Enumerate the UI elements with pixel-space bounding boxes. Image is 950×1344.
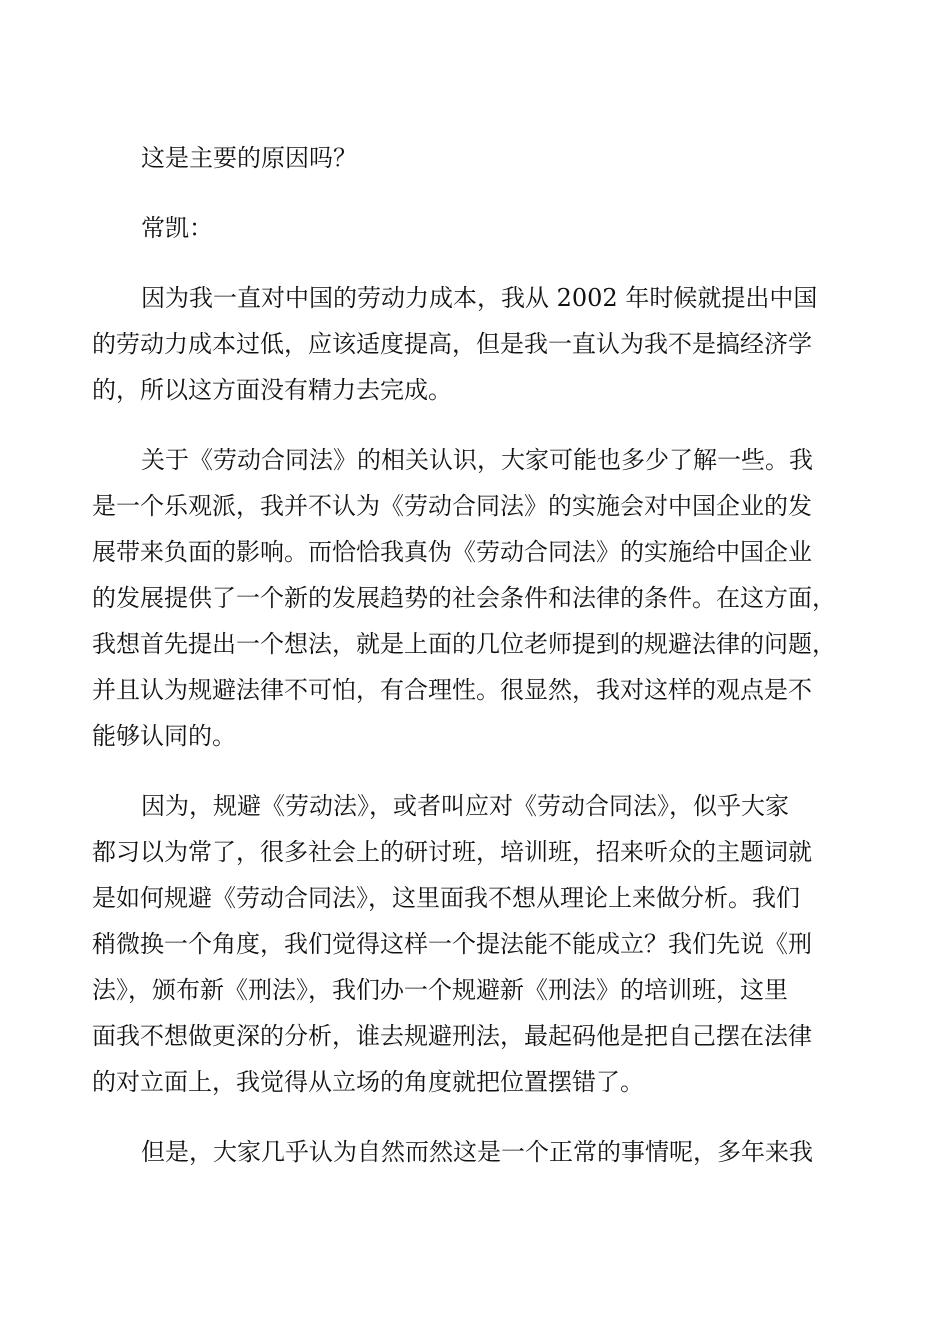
text-line: 因为我一直对中国的劳动力成本，我从 2002 年时候就提出中国 xyxy=(141,284,818,312)
text-line: 都习以为常了，很多社会上的研讨班，培训班，招来听众的主题词就 xyxy=(92,838,812,866)
text-line: 我想首先提出一个想法，就是上面的几位老师提到的规避法律的问题， xyxy=(92,630,836,658)
text-line: 面我不想做更深的分析，谁去规避刑法，最起码他是把自己摆在法律 xyxy=(92,1022,812,1050)
text-line: 因为，规避《劳动法》，或者叫应对《劳动合同法》，似乎大家 xyxy=(141,792,789,820)
document-body xyxy=(92,135,862,1199)
paragraph-contract-law xyxy=(92,437,862,759)
text-line: 稍微换一个角度，我们觉得这样一个提法能不能成立？我们先说《刑 xyxy=(92,930,812,958)
text-line: 的对立面上，我觉得从立场的角度就把位置摆错了。 xyxy=(92,1068,644,1096)
paragraph-question xyxy=(92,135,862,181)
text-line: 是一个乐观派，我并不认为《劳动合同法》的实施会对中国企业的发 xyxy=(92,492,812,520)
text-line: 的发展提供了一个新的发展趋势的社会条件和法律的条件。在这方面， xyxy=(92,584,836,612)
text-line: 并且认为规避法律不可怕，有合理性。很显然，我对这样的观点是不 xyxy=(92,676,812,704)
text-line: 是如何规避《劳动合同法》，这里面我不想从理论上来做分析。我们 xyxy=(92,884,800,912)
paragraph-evasion xyxy=(92,783,862,1105)
text-line: 的，所以这方面没有精力去完成。 xyxy=(92,376,452,404)
text-line: 这是主要的原因吗？ xyxy=(141,144,357,172)
text-line: 但是，大家几乎认为自然而然这是一个正常的事情呢，多年来我 xyxy=(141,1138,813,1166)
paragraph-final xyxy=(92,1129,862,1175)
text-line: 的劳动力成本过低，应该适度提高，但是我一直认为我不是搞经济学 xyxy=(92,330,812,358)
paragraph-labor-cost xyxy=(92,275,862,413)
speaker-label: 常凯： xyxy=(141,214,213,242)
text-line: 关于《劳动合同法》的相关认识，大家可能也多少了解一些。我 xyxy=(141,446,813,474)
paragraph-speaker xyxy=(92,205,862,251)
text-line: 能够认同的。 xyxy=(92,722,236,750)
text-line: 展带来负面的影响。而恰恰我真伪《劳动合同法》的实施给中国企业 xyxy=(92,538,812,566)
text-line: 法》，颁布新《刑法》，我们办一个规避新《刑法》的培训班，这里 xyxy=(92,976,788,1004)
